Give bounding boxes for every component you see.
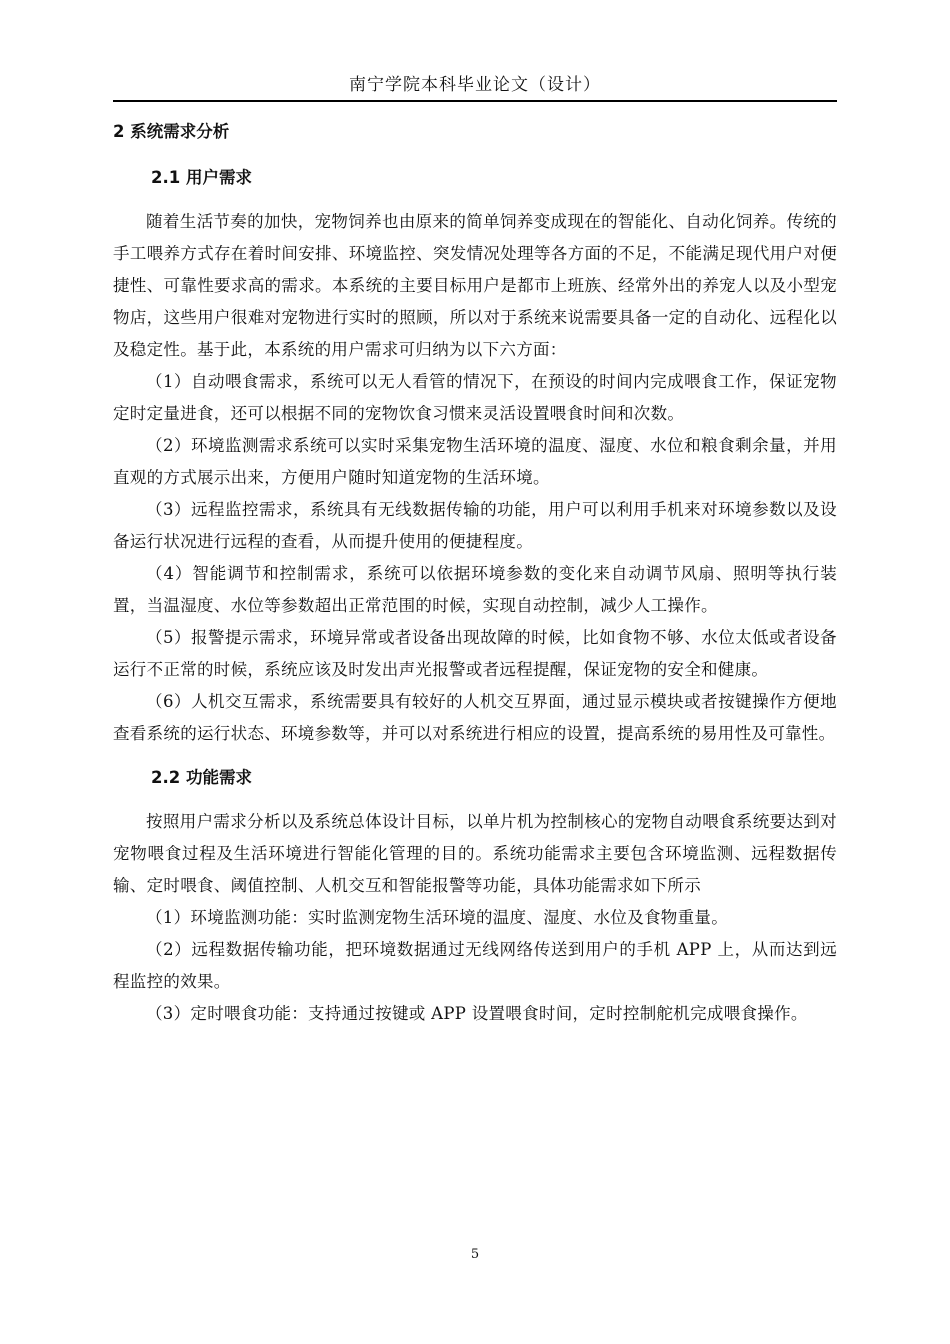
page-number: 5 (470, 1247, 480, 1262)
section-heading: 2 系统需求分析 (113, 122, 230, 141)
list-item: （5）报警提示需求，环境异常或者设备出现故障的时候，比如食物不够、水位太低或者设备运行不正常的时候，系统应该及时发出声光报警或者远程提醒，保证宠物的安全和健康。 (113, 628, 837, 679)
header-rule (113, 100, 837, 102)
running-header: 南宁学院本科毕业论文（设计） (349, 75, 601, 95)
subsection-heading-user-requirements: 2.1 用户需求 (151, 168, 252, 187)
list-item: （2）远程数据传输功能，把环境数据通过无线网络传送到用户的手机 APP 上，从而达到远程监控的效果。 (113, 940, 837, 991)
list-item: （3）定时喂食功能：支持通过按键或 APP 设置喂食时间，定时控制舵机完成喂食操作。 (146, 1004, 808, 1023)
list-item: （6）人机交互需求，系统需要具有较好的人机交互界面，通过显示模块或者按键操作方便地查看系统的运行状态、环境参数等，并可以对系统进行相应的设置，提高系统的易用性及可靠性。 (113, 692, 837, 743)
paragraph: 按照用户需求分析以及系统总体设计目标，以单片机为控制核心的宠物自动喂食系统要达到对宠物喂食过程及生活环境进行智能化管理的目的。系统功能需求主要包含环境监测、远程数据传输、定时喂食、阈值控制、人机交互和智能报警等功能，具体功能需求如下所示 (113, 812, 837, 895)
list-item: （2）环境监测需求系统可以实时采集宠物生活环境的温度、湿度、水位和粮食剩余量，并用直观的方式展示出来，方便用户随时知道宠物的生活环境。 (113, 436, 837, 487)
subsection-heading-functional-requirements: 2.2 功能需求 (151, 768, 252, 787)
paragraph: 随着生活节奏的加快，宠物饲养也由原来的简单饲养变成现在的智能化、自动化饲养。传统的手工喂养方式存在着时间安排、环境监控、突发情况处理等各方面的不足，不能满足现代用户对便捷性、可靠性要求高的需求。本系统的主要目标用户是都市上班族、经常外出的养宠人以及小型宠物店，这些用户很难对宠物进行实时的照顾，所以对于系统来说需要具备一定的自动化、远程化以及稳定性。基于此，本系统的用户需求可归纳为以下六方面： (113, 212, 837, 359)
list-item: （1）自动喂食需求，系统可以无人看管的情况下，在预设的时间内完成喂食工作，保证宠物定时定量进食，还可以根据不同的宠物饮食习惯来灵活设置喂食时间和次数。 (113, 372, 837, 423)
list-item: （4）智能调节和控制需求，系统可以依据环境参数的变化来自动调节风扇、照明等执行装置，当温湿度、水位等参数超出正常范围的时候，实现自动控制，减少人工操作。 (113, 564, 837, 615)
page-body (113, 120, 837, 1030)
list-item: （3）远程监控需求，系统具有无线数据传输的功能，用户可以利用手机来对环境参数以及设备运行状况进行远程的查看，从而提升使用的便捷程度。 (113, 500, 837, 551)
list-item: （1）环境监测功能：实时监测宠物生活环境的温度、湿度、水位及食物重量。 (146, 908, 728, 927)
